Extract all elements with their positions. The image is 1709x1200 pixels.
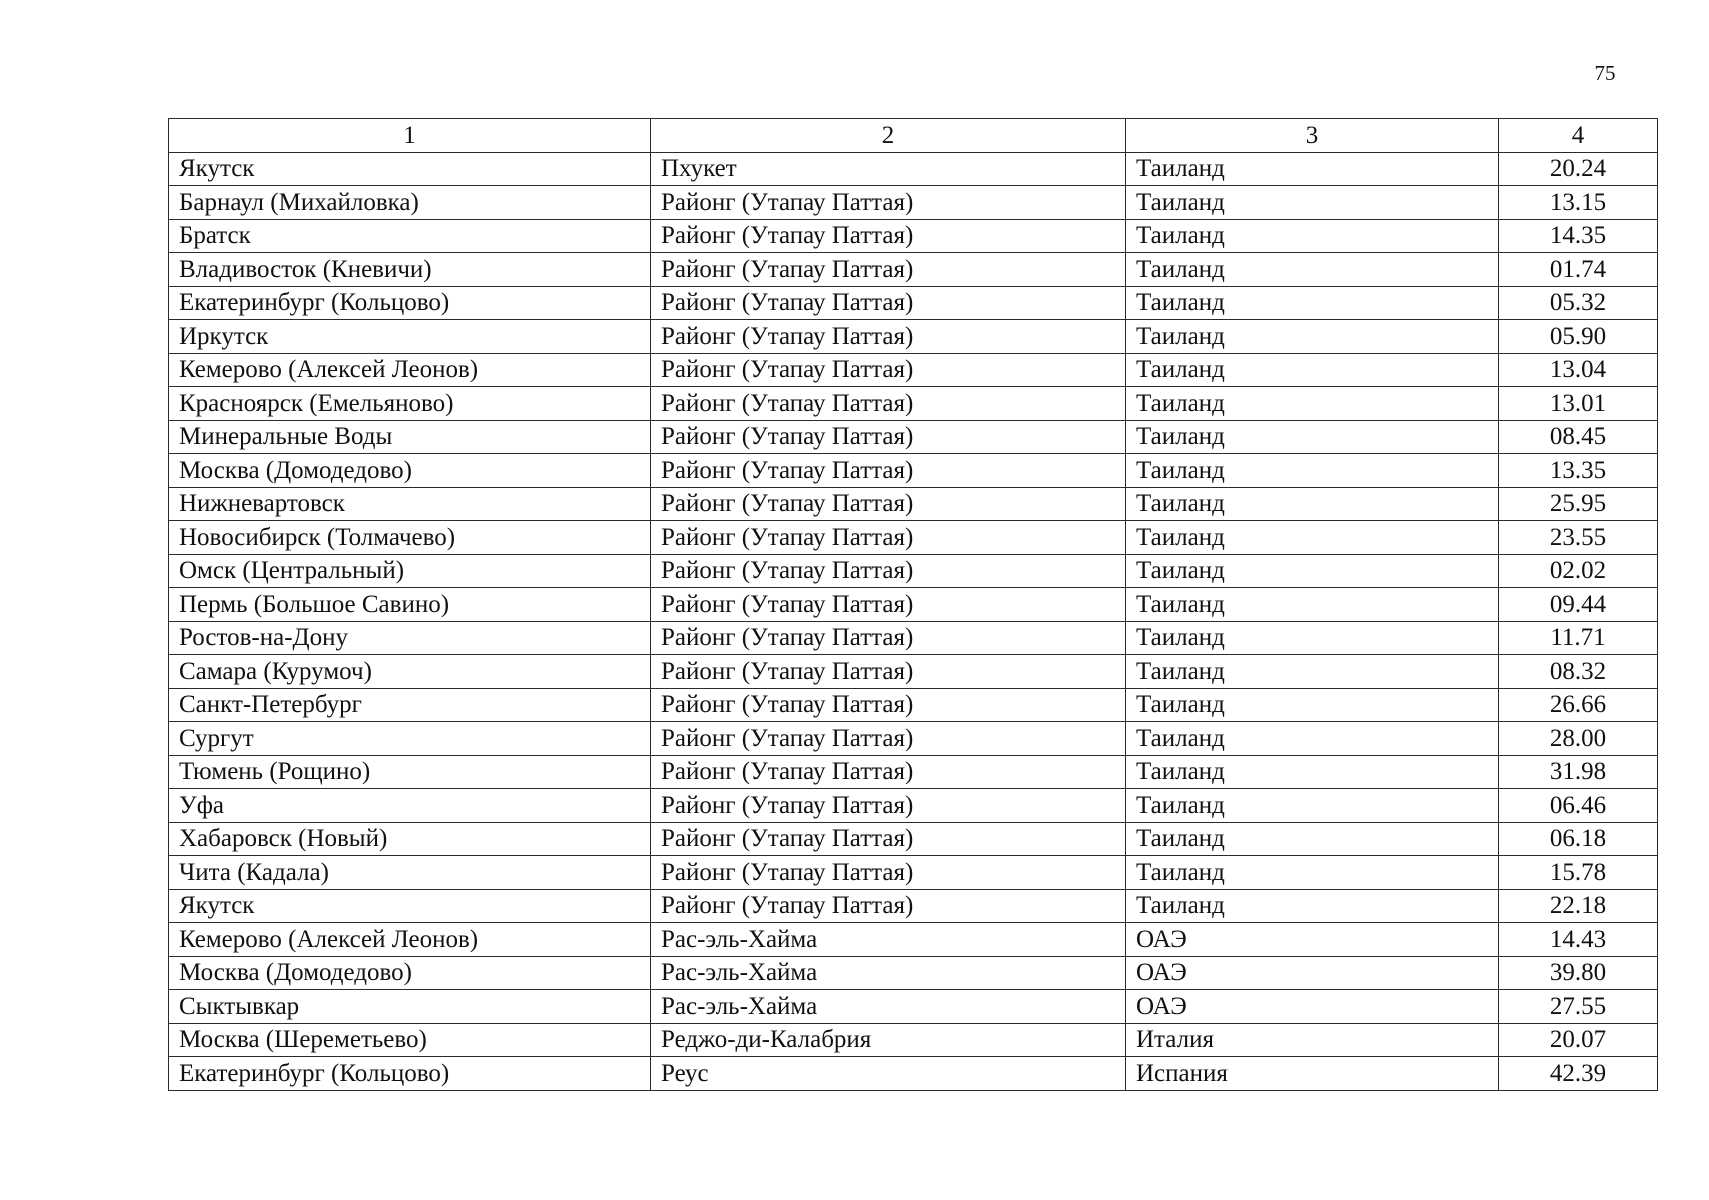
destination-cell: Районг (Утапау Паттая) — [651, 822, 1126, 856]
table-row — [169, 789, 1658, 823]
destination-cell: Пхукет — [651, 152, 1126, 186]
data-table — [168, 118, 1658, 1091]
table-row — [169, 822, 1658, 856]
departure-city-cell: Кемерово (Алексей Леонов) — [169, 923, 651, 957]
value-cell: 05.32 — [1499, 286, 1658, 320]
value-cell: 26.66 — [1499, 688, 1658, 722]
value-cell: 14.35 — [1499, 219, 1658, 253]
departure-city-cell: Чита (Кадала) — [169, 856, 651, 890]
table-row — [169, 420, 1658, 454]
country-cell: Таиланд — [1126, 521, 1499, 555]
departure-city-cell: Якутск — [169, 889, 651, 923]
table-row — [169, 655, 1658, 689]
value-cell: 02.02 — [1499, 554, 1658, 588]
departure-city-cell: Сыктывкар — [169, 990, 651, 1024]
destination-cell: Районг (Утапау Паттая) — [651, 186, 1126, 220]
table-row — [169, 621, 1658, 655]
table-row — [169, 152, 1658, 186]
departure-city-cell: Тюмень (Рощино) — [169, 755, 651, 789]
value-cell: 01.74 — [1499, 253, 1658, 287]
table-row — [169, 923, 1658, 957]
destination-cell: Районг (Утапау Паттая) — [651, 521, 1126, 555]
country-cell: Таиланд — [1126, 889, 1499, 923]
departure-city-cell: Кемерово (Алексей Леонов) — [169, 353, 651, 387]
departure-city-cell: Москва (Шереметьево) — [169, 1023, 651, 1057]
departure-city-cell: Якутск — [169, 152, 651, 186]
destination-cell: Районг (Утапау Паттая) — [651, 655, 1126, 689]
table-row — [169, 487, 1658, 521]
table-header-row — [169, 119, 1658, 153]
departure-city-cell: Барнаул (Михайловка) — [169, 186, 651, 220]
value-cell: 25.95 — [1499, 487, 1658, 521]
departure-city-cell: Санкт-Петербург — [169, 688, 651, 722]
value-cell: 11.71 — [1499, 621, 1658, 655]
value-cell: 20.24 — [1499, 152, 1658, 186]
country-cell: Таиланд — [1126, 320, 1499, 354]
value-cell: 39.80 — [1499, 956, 1658, 990]
destination-cell: Реус — [651, 1057, 1126, 1091]
departure-city-cell: Пермь (Большое Савино) — [169, 588, 651, 622]
value-cell: 13.35 — [1499, 454, 1658, 488]
departure-city-cell: Красноярск (Емельяново) — [169, 387, 651, 421]
table-row — [169, 990, 1658, 1024]
page-number: 75 — [1594, 61, 1616, 85]
destination-cell: Районг (Утапау Паттая) — [651, 420, 1126, 454]
destination-cell: Районг (Утапау Паттая) — [651, 856, 1126, 890]
departure-city-cell: Москва (Домодедово) — [169, 454, 651, 488]
country-cell: ОАЭ — [1126, 956, 1499, 990]
destination-cell: Рас-эль-Хайма — [651, 923, 1126, 957]
table-row — [169, 755, 1658, 789]
destination-cell: Районг (Утапау Паттая) — [651, 789, 1126, 823]
country-cell: Таиланд — [1126, 152, 1499, 186]
departure-city-cell: Новосибирск (Толмачево) — [169, 521, 651, 555]
country-cell: Таиланд — [1126, 186, 1499, 220]
table-row — [169, 320, 1658, 354]
value-cell: 13.04 — [1499, 353, 1658, 387]
country-cell: Таиланд — [1126, 822, 1499, 856]
header-cell-1: 1 — [169, 119, 651, 153]
value-cell: 14.43 — [1499, 923, 1658, 957]
destination-cell: Районг (Утапау Паттая) — [651, 588, 1126, 622]
destination-cell: Районг (Утапау Паттая) — [651, 219, 1126, 253]
value-cell: 42.39 — [1499, 1057, 1658, 1091]
country-cell: Таиланд — [1126, 353, 1499, 387]
value-cell: 27.55 — [1499, 990, 1658, 1024]
value-cell: 23.55 — [1499, 521, 1658, 555]
country-cell: Италия — [1126, 1023, 1499, 1057]
table-row — [169, 387, 1658, 421]
table-row — [169, 1057, 1658, 1091]
departure-city-cell: Сургут — [169, 722, 651, 756]
destination-cell: Районг (Утапау Паттая) — [651, 688, 1126, 722]
country-cell: Таиланд — [1126, 253, 1499, 287]
table-row — [169, 521, 1658, 555]
departure-city-cell: Екатеринбург (Кольцово) — [169, 1057, 651, 1091]
value-cell: 13.01 — [1499, 387, 1658, 421]
departure-city-cell: Омск (Центральный) — [169, 554, 651, 588]
header-cell-3: 3 — [1126, 119, 1499, 153]
table-row — [169, 588, 1658, 622]
value-cell: 08.45 — [1499, 420, 1658, 454]
country-cell: Таиланд — [1126, 856, 1499, 890]
table-row — [169, 722, 1658, 756]
value-cell: 06.18 — [1499, 822, 1658, 856]
table-row — [169, 856, 1658, 890]
table-row — [169, 688, 1658, 722]
destination-cell: Районг (Утапау Паттая) — [651, 487, 1126, 521]
departure-city-cell: Ростов-на-Дону — [169, 621, 651, 655]
table-row — [169, 253, 1658, 287]
departure-city-cell: Самара (Курумоч) — [169, 655, 651, 689]
destination-cell: Районг (Утапау Паттая) — [651, 889, 1126, 923]
country-cell: ОАЭ — [1126, 923, 1499, 957]
departure-city-cell: Владивосток (Кневичи) — [169, 253, 651, 287]
departure-city-cell: Минеральные Воды — [169, 420, 651, 454]
value-cell: 22.18 — [1499, 889, 1658, 923]
country-cell: Таиланд — [1126, 554, 1499, 588]
country-cell: Испания — [1126, 1057, 1499, 1091]
departure-city-cell: Екатеринбург (Кольцово) — [169, 286, 651, 320]
table-row — [169, 186, 1658, 220]
value-cell: 31.98 — [1499, 755, 1658, 789]
country-cell: Таиланд — [1126, 588, 1499, 622]
destination-cell: Районг (Утапау Паттая) — [651, 755, 1126, 789]
destination-cell: Районг (Утапау Паттая) — [651, 253, 1126, 287]
country-cell: Таиланд — [1126, 722, 1499, 756]
table-row — [169, 956, 1658, 990]
destination-cell: Рас-эль-Хайма — [651, 990, 1126, 1024]
value-cell: 05.90 — [1499, 320, 1658, 354]
destination-cell: Реджо-ди-Калабрия — [651, 1023, 1126, 1057]
destination-cell: Рас-эль-Хайма — [651, 956, 1126, 990]
table-row — [169, 286, 1658, 320]
destination-cell: Районг (Утапау Паттая) — [651, 387, 1126, 421]
table-row — [169, 1023, 1658, 1057]
country-cell: Таиланд — [1126, 789, 1499, 823]
table-row — [169, 454, 1658, 488]
country-cell: Таиланд — [1126, 621, 1499, 655]
departure-city-cell: Хабаровск (Новый) — [169, 822, 651, 856]
country-cell: Таиланд — [1126, 286, 1499, 320]
country-cell: Таиланд — [1126, 219, 1499, 253]
destination-cell: Районг (Утапау Паттая) — [651, 621, 1126, 655]
destination-cell: Районг (Утапау Паттая) — [651, 454, 1126, 488]
table-row — [169, 889, 1658, 923]
table-row — [169, 219, 1658, 253]
country-cell: Таиланд — [1126, 755, 1499, 789]
value-cell: 20.07 — [1499, 1023, 1658, 1057]
header-cell-2: 2 — [651, 119, 1126, 153]
table-row — [169, 353, 1658, 387]
value-cell: 06.46 — [1499, 789, 1658, 823]
departure-city-cell: Братск — [169, 219, 651, 253]
country-cell: ОАЭ — [1126, 990, 1499, 1024]
header-cell-4: 4 — [1499, 119, 1658, 153]
departure-city-cell: Москва (Домодедово) — [169, 956, 651, 990]
value-cell: 09.44 — [1499, 588, 1658, 622]
destination-cell: Районг (Утапау Паттая) — [651, 353, 1126, 387]
value-cell: 08.32 — [1499, 655, 1658, 689]
destination-cell: Районг (Утапау Паттая) — [651, 286, 1126, 320]
country-cell: Таиланд — [1126, 420, 1499, 454]
country-cell: Таиланд — [1126, 487, 1499, 521]
value-cell: 28.00 — [1499, 722, 1658, 756]
destination-cell: Районг (Утапау Паттая) — [651, 320, 1126, 354]
destination-cell: Районг (Утапау Паттая) — [651, 554, 1126, 588]
country-cell: Таиланд — [1126, 688, 1499, 722]
country-cell: Таиланд — [1126, 387, 1499, 421]
value-cell: 15.78 — [1499, 856, 1658, 890]
value-cell: 13.15 — [1499, 186, 1658, 220]
country-cell: Таиланд — [1126, 655, 1499, 689]
departure-city-cell: Иркутск — [169, 320, 651, 354]
table-body — [169, 119, 1658, 1091]
country-cell: Таиланд — [1126, 454, 1499, 488]
table-row — [169, 554, 1658, 588]
departure-city-cell: Уфа — [169, 789, 651, 823]
departure-city-cell: Нижневартовск — [169, 487, 651, 521]
destination-cell: Районг (Утапау Паттая) — [651, 722, 1126, 756]
